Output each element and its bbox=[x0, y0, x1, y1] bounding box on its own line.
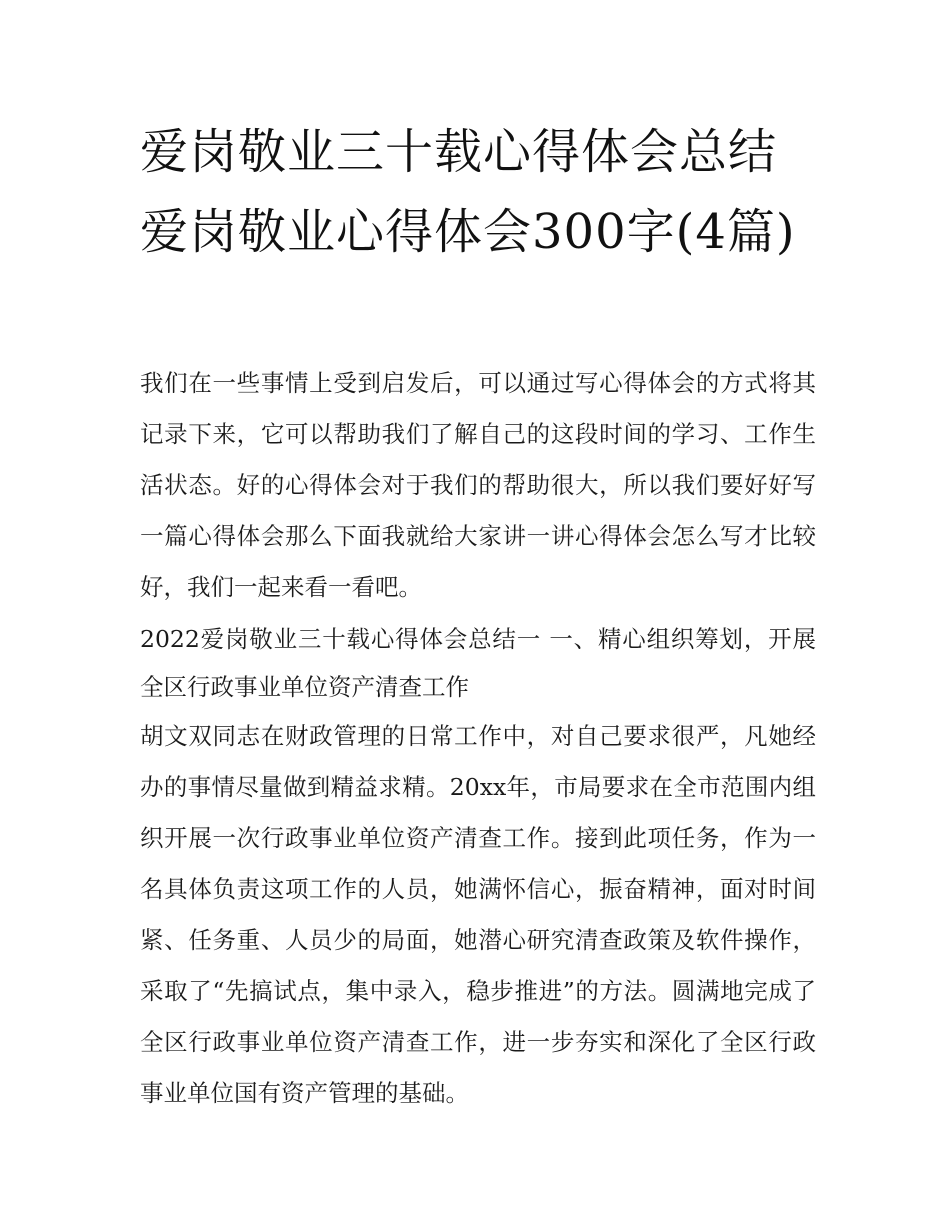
document-body bbox=[140, 358, 816, 1119]
document-title: 爱岗敬业三十载心得体会总结爱岗敬业心得体会300字(4篇) bbox=[140, 124, 796, 260]
section-heading-paragraph: 2022爱岗敬业三十载心得体会总结一 一、精心组织筹划，开展全区行政事业单位资产清查工作 bbox=[140, 625, 816, 701]
intro-paragraph: 我们在一些事情上受到启发后，可以通过写心得体会的方式将其记录下来，它可以帮助我们了解自己的这段时间的学习、工作生活状态。好的心得体会对于我们的帮助很大，所以我们要好好写一篇心得体会那么下面我就给大家讲一讲心得体会怎么写才比较好，我们一起来看一看吧。 bbox=[140, 369, 816, 601]
body-paragraph: 胡文双同志在财政管理的日常工作中，对自己要求很严，凡她经办的事情尽量做到精益求精。20xx年，市局要求在全市范围内组织开展一次行政事业单位资产清查工作。接到此项任务，作为一名具体负责这项工作的人员，她满怀信心，振奋精神，面对时间紧、任务重、人员少的局面，她潜心研究清查政策及软件操作，采取了“先搞试点，集中录入，稳步推进”的方法。圆满地完成了全区行政事业单位资产清查工作，进一步夯实和深化了全区行政事业单位国有资产管理的基础。 bbox=[140, 722, 816, 1107]
